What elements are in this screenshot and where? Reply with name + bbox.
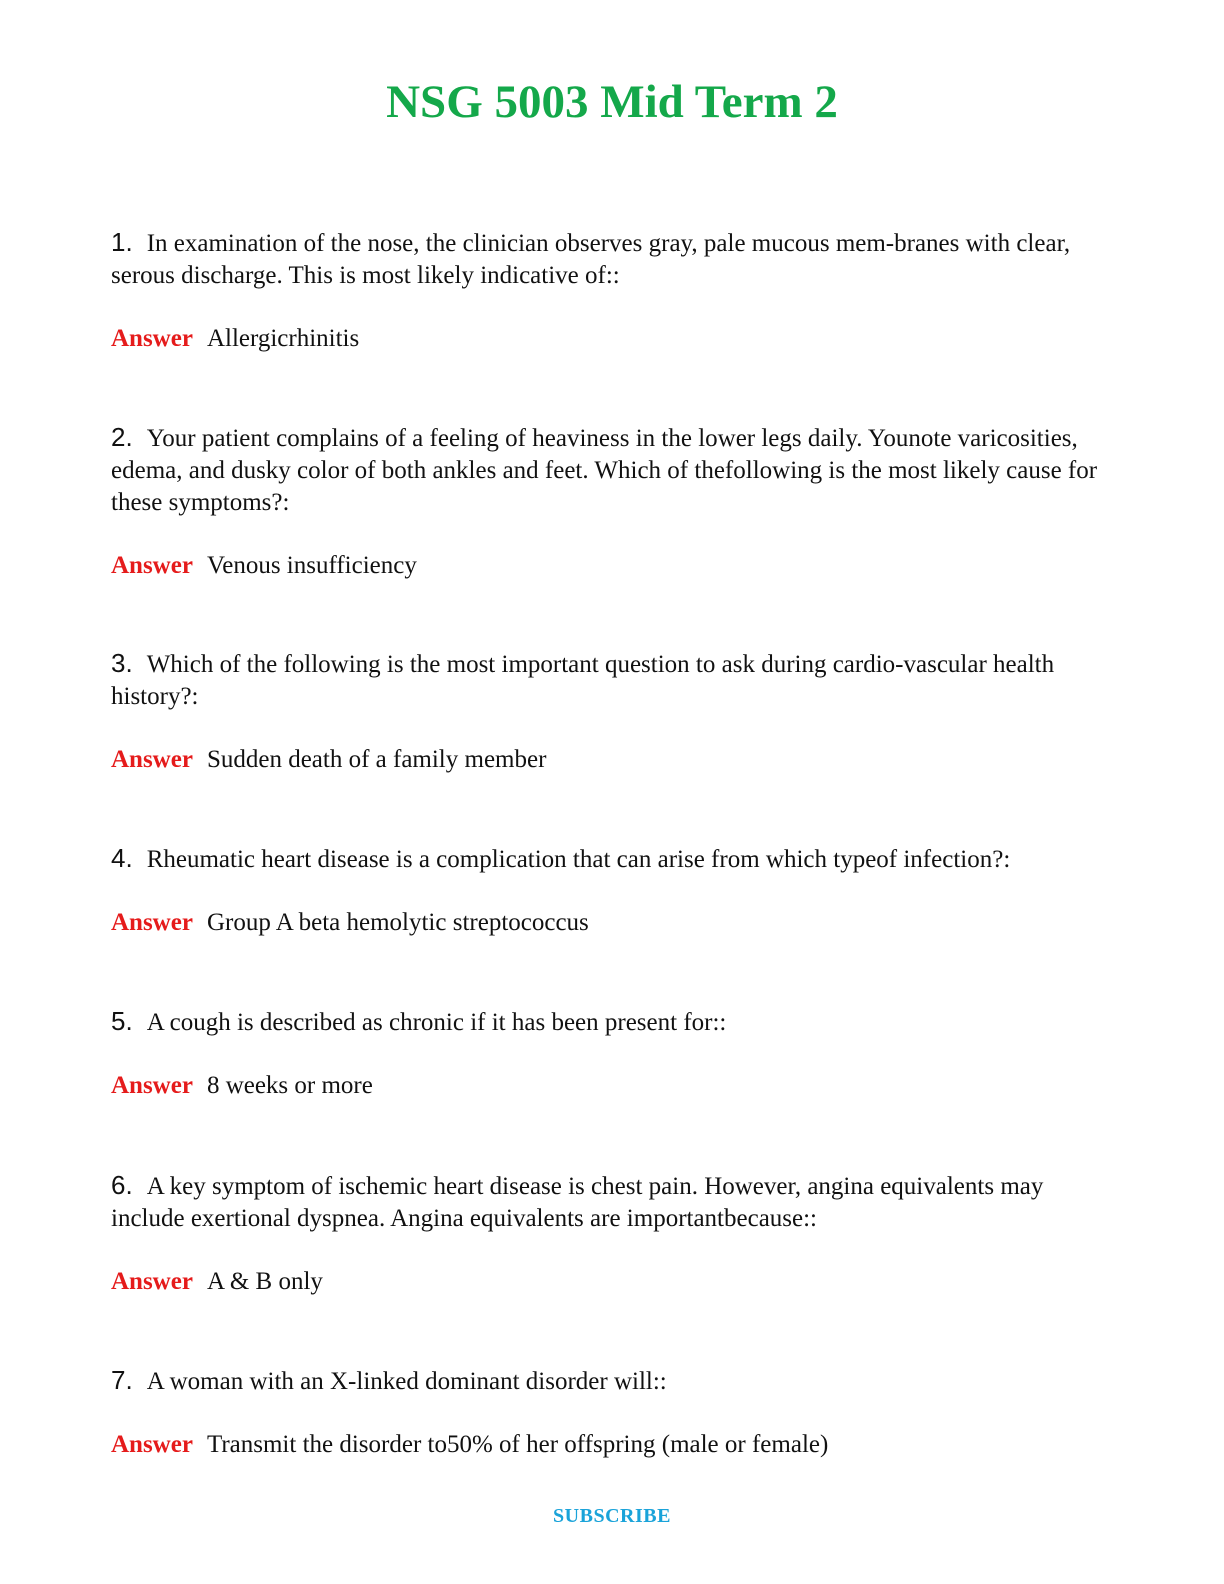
question-item (111, 1169, 1121, 1298)
question-item (111, 647, 1121, 776)
answer-text: Venous insufficiency (206, 552, 417, 579)
question-text: A woman with an X-linked dominant disorder will:: (146, 1368, 667, 1395)
question-item (111, 842, 1121, 939)
question-number: 4. (111, 843, 133, 873)
question-text: Which of the following is the most important question to ask during cardio-vascular health history?: (111, 651, 1055, 710)
answer-text: 8 weeks or more (206, 1072, 373, 1099)
answer-label: Answer (111, 746, 193, 773)
answer-text: Allergicrhinitis (206, 325, 360, 352)
answer-label: Answer (111, 552, 193, 579)
question-item (111, 1364, 1121, 1461)
answer-label: Answer (111, 1268, 193, 1295)
question-text: In examination of the nose, the clinician observes gray, pale mucous mem-branes with clear, serous discharge. This is most likely indicative of:: (111, 230, 1071, 289)
question-item (111, 421, 1121, 582)
question-text: A key symptom of ischemic heart disease is chest pain. However, angina equivalents may include exertional dyspnea. Angina equivalents are importantbecause:: (111, 1173, 1044, 1232)
answer-label: Answer (111, 325, 193, 352)
answer-label: Answer (111, 1431, 193, 1458)
subscribe-link[interactable]: SUBSCRIBE (553, 1505, 671, 1527)
answer-text: A & B only (206, 1268, 323, 1295)
answer-label: Answer (111, 909, 193, 936)
question-number: 2. (111, 422, 133, 452)
answer-label: Answer (111, 1072, 193, 1099)
answer-text: Sudden death of a family member (206, 746, 547, 773)
question-number: 3. (111, 648, 133, 678)
question-text: A cough is described as chronic if it has been present for:: (146, 1009, 727, 1036)
answer-text: Transmit the disorder to50% of her offspring (male or female) (206, 1431, 829, 1458)
document-title: NSG 5003 Mid Term 2 (386, 76, 838, 128)
question-number: 1. (111, 227, 133, 257)
question-number: 6. (111, 1170, 133, 1200)
answer-text: Group A beta hemolytic streptococcus (206, 909, 589, 936)
question-text: Your patient complains of a feeling of heaviness in the lower legs daily. Younote varicosities, edema, and dusky color of both ankles and feet. Which of thefollowing is the most likely cause for these symptoms?: (111, 425, 1098, 516)
question-text: Rheumatic heart disease is a complication that can arise from which typeof infection?: (146, 846, 1011, 873)
question-item (111, 226, 1121, 355)
question-number: 5. (111, 1006, 133, 1036)
question-number: 7. (111, 1365, 133, 1395)
question-item (111, 1005, 1121, 1102)
